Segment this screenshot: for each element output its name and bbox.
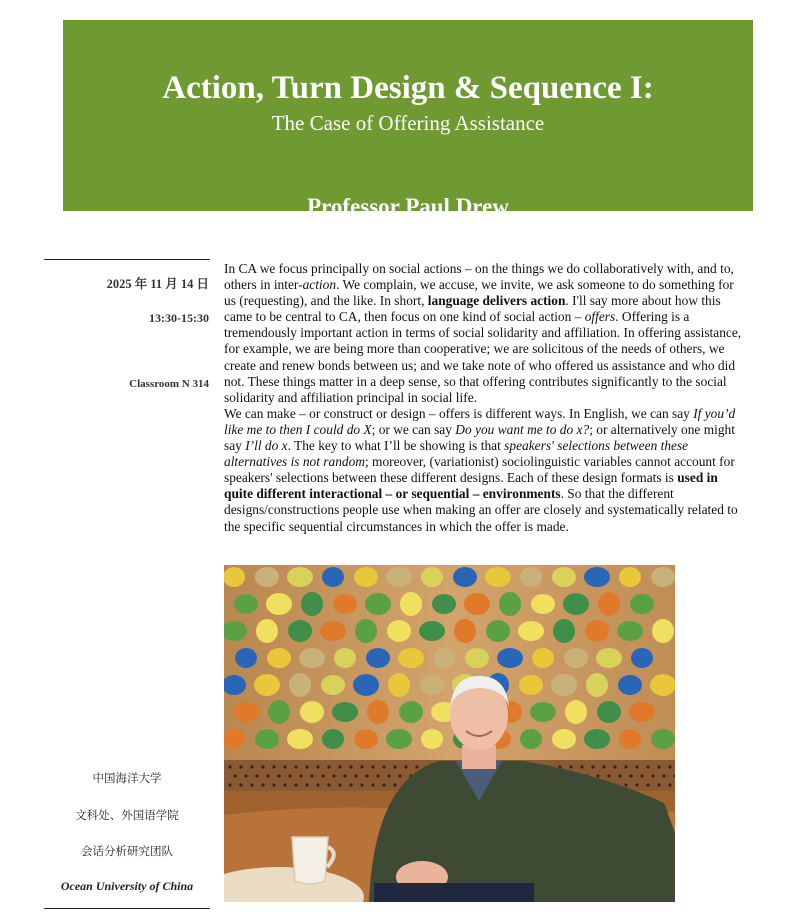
wall-ball	[224, 729, 245, 749]
wall-ball	[465, 648, 489, 668]
wall-ball	[320, 621, 346, 641]
credit-team: 会话分析研究团队	[81, 846, 173, 858]
panel-hole	[657, 783, 660, 786]
title-banner	[63, 20, 753, 219]
panel-hole	[580, 765, 583, 768]
wall-ball	[354, 729, 378, 749]
panel-hole	[613, 765, 616, 768]
panel-hole	[338, 765, 341, 768]
panel-hole	[640, 774, 643, 777]
wall-ball	[585, 620, 609, 642]
panel-hole	[569, 765, 572, 768]
wall-ball	[254, 674, 280, 696]
wall-ball	[464, 593, 490, 615]
panel-hole	[376, 774, 379, 777]
wall-ball	[518, 621, 544, 641]
panel-hole	[316, 783, 319, 786]
panel-hole	[629, 774, 632, 777]
panel-hole	[635, 765, 638, 768]
wall-ball	[289, 673, 311, 697]
panel-hole	[382, 783, 385, 786]
wall-ball	[619, 729, 641, 749]
wall-ball	[486, 620, 510, 642]
wall-ball	[520, 729, 542, 749]
bottom-divider	[44, 908, 210, 909]
abstract-emphasis-bold: language delivers action	[427, 293, 566, 309]
wall-ball	[287, 729, 313, 749]
event-time: 13:30-15:30	[149, 311, 209, 325]
panel-hole	[272, 765, 275, 768]
wall-ball	[531, 594, 555, 614]
wall-ball	[421, 567, 443, 587]
panel-hole	[360, 783, 363, 786]
wall-ball	[433, 648, 455, 668]
panel-hole	[393, 783, 396, 786]
wall-ball	[300, 701, 324, 723]
wall-ball	[454, 619, 476, 643]
wall-ball	[333, 594, 357, 614]
panel-hole	[327, 765, 330, 768]
wall-ball	[367, 700, 389, 724]
panel-hole	[228, 783, 231, 786]
speaker-photo-illustration	[224, 565, 675, 902]
abstract-text: . So that the different designs/constructions people use when making an offer are closely and systematically related to the specific sequential circumstances in which the offer is made.	[224, 486, 738, 534]
wall-ball	[552, 567, 576, 587]
wall-ball	[530, 702, 556, 722]
wall-ball	[366, 648, 390, 668]
wall-ball	[419, 621, 445, 641]
panel-hole	[283, 783, 286, 786]
wall-ball	[619, 567, 641, 587]
panel-hole	[371, 783, 374, 786]
wall-ball	[353, 674, 379, 696]
abstract-text: ; moreover, (variationist) sociolinguistic variables cannot account for speakers' selections between these different designs. Each of these design formats is	[224, 454, 735, 486]
wall-ball	[268, 700, 290, 724]
abstract-text: In CA we focus principally on social actions – on the things we do collaboratively with, and to, others in inter-	[224, 261, 734, 293]
wall-ball	[334, 648, 356, 668]
panel-hole	[310, 774, 313, 777]
abstract-text: . Offering is a tremendously important action in terms of social solidarity and affiliation. In offering assistance, for example, we are being more than cooperative; we are solicitous of the needs of others, we create and renew bonds between us; and we take note of who offered us assistance and who did not. These things matter in a deep sense, so that offering contributes significantly to the social solidarity and affiliation principal in social life.	[224, 309, 742, 405]
wall-ball	[552, 729, 576, 749]
wall-ball	[497, 648, 523, 668]
wall-ball	[485, 567, 511, 587]
abstract-emphasis-italic: offers	[584, 309, 616, 325]
panel-hole	[349, 783, 352, 786]
wall-ball	[386, 567, 412, 587]
wall-ball	[584, 729, 610, 749]
wall-ball	[233, 702, 259, 722]
panel-hole	[404, 765, 407, 768]
wall-ball	[321, 675, 345, 695]
wall-ball	[255, 729, 279, 749]
panel-hole	[398, 774, 401, 777]
wall-ball	[235, 648, 257, 668]
panel-hole	[415, 765, 418, 768]
wall-ball	[584, 567, 610, 587]
wall-ball	[322, 729, 344, 749]
panel-hole	[244, 774, 247, 777]
panel-hole	[607, 774, 610, 777]
wall-ball	[617, 621, 643, 641]
wall-ball	[287, 567, 313, 587]
speaker-name: Professor Paul Drew	[307, 194, 509, 219]
wall-ball	[256, 619, 278, 643]
panel-hole	[651, 774, 654, 777]
wall-ball	[630, 594, 654, 614]
credit-university: 中国海洋大学	[92, 773, 162, 785]
wall-ball	[565, 700, 587, 724]
wall-ball	[618, 675, 642, 695]
abstract-text: . The key to what I’ll be showing is that	[287, 438, 505, 454]
panel-hole	[657, 765, 660, 768]
wall-ball	[332, 702, 358, 722]
wall-ball	[651, 729, 675, 749]
wall-ball	[421, 729, 443, 749]
panel-hole	[387, 774, 390, 777]
panel-hole	[299, 774, 302, 777]
lecture-subtitle: The Case of Offering Assistance	[271, 111, 545, 135]
panel-hole	[305, 783, 308, 786]
event-room: Classroom N 314	[129, 378, 209, 390]
panel-hole	[239, 765, 242, 768]
wall-ball	[365, 593, 391, 615]
wall-ball	[399, 701, 423, 723]
speaker-photo	[224, 565, 675, 902]
wall-ball	[519, 675, 543, 695]
wall-ball	[596, 648, 622, 668]
wall-ball	[288, 620, 312, 642]
panel-hole	[261, 765, 264, 768]
panel-hole	[277, 774, 280, 777]
abstract-emphasis-italic: If you’d like me to then I could do X	[224, 405, 736, 437]
panel-hole	[266, 774, 269, 777]
panel-hole	[668, 783, 671, 786]
wall-ball	[564, 648, 588, 668]
wall-ball	[387, 620, 411, 642]
panel-hole	[371, 765, 374, 768]
wall-ball	[499, 592, 521, 616]
panel-hole	[338, 783, 341, 786]
wall-ball	[388, 673, 410, 697]
abstract	[224, 261, 744, 535]
panel-hole	[393, 765, 396, 768]
abstract-text: ; or alternatively one might say	[224, 421, 735, 454]
wall-ball	[224, 567, 245, 587]
panel-hole	[343, 774, 346, 777]
abstract-paragraph	[224, 406, 744, 535]
panel-hole	[618, 774, 621, 777]
panel-hole	[294, 765, 297, 768]
wall-ball	[629, 702, 655, 722]
abstract-text: . I'll say more about how this came to be central to CA, then focus on one kind of social action –	[224, 293, 721, 325]
wall-ball	[520, 567, 542, 587]
wall-ball	[650, 674, 675, 696]
event-date: 2025 年 11 月 14 日	[106, 277, 209, 291]
lecture-title: Action, Turn Design & Sequence I:	[162, 70, 654, 106]
panel-hole	[354, 774, 357, 777]
wall-ball	[586, 673, 608, 697]
abstract-emphasis-bold: used in quite different interactional – or sequential – environments	[224, 470, 718, 502]
wall-ball	[266, 593, 292, 615]
wall-ball	[301, 592, 323, 616]
panel-hole	[624, 765, 627, 768]
wall-ball	[597, 701, 621, 723]
wall-ball	[532, 648, 554, 668]
panel-hole	[250, 783, 253, 786]
wall-ball	[420, 675, 444, 695]
abstract-emphasis-italic: action	[302, 277, 337, 293]
wall-ball	[652, 619, 674, 643]
panel-hole	[228, 765, 231, 768]
panel-hole	[646, 783, 649, 786]
wall-ball	[432, 594, 456, 614]
wall-ball	[234, 594, 258, 614]
wall-ball	[322, 567, 344, 587]
wall-ball	[355, 619, 377, 643]
panel-hole	[332, 774, 335, 777]
abstract-text: We can make – or construct or design – offers is different ways. In English, we can say	[224, 405, 694, 421]
panel-hole	[635, 783, 638, 786]
wall-ball	[551, 674, 577, 696]
wall-ball	[631, 648, 653, 668]
panel-hole	[349, 765, 352, 768]
panel-hole	[365, 774, 368, 777]
wall-ball	[398, 648, 424, 668]
panel-hole	[602, 765, 605, 768]
panel-hole	[305, 765, 308, 768]
panel-hole	[327, 783, 330, 786]
panel-hole	[360, 765, 363, 768]
panel-hole	[316, 765, 319, 768]
panel-hole	[239, 783, 242, 786]
wall-ball	[651, 567, 675, 587]
panel-hole	[255, 774, 258, 777]
wall-ball	[267, 648, 291, 668]
wall-ball	[598, 592, 620, 616]
panel-hole	[233, 774, 236, 777]
panel-hole	[272, 783, 275, 786]
credit-university-en: Ocean University of China	[60, 879, 194, 893]
wall-ball	[453, 567, 477, 587]
abstract-text: ; or we can say	[371, 421, 456, 437]
abstract-emphasis-italic: I’ll do x	[245, 438, 288, 454]
panel-hole	[382, 765, 385, 768]
panel-hole	[261, 783, 264, 786]
panel-hole	[668, 765, 671, 768]
wall-ball	[553, 619, 575, 643]
wall-ball	[400, 592, 422, 616]
panel-hole	[283, 765, 286, 768]
abstract-paragraph	[224, 261, 744, 406]
panel-hole	[288, 774, 291, 777]
abstract-text: . We complain, we accuse, we invite, we ask someone to do something for us (requesting), and the like. In short,	[224, 277, 734, 309]
trousers	[374, 883, 534, 902]
abstract-emphasis-italic: Do you want me to do x?	[455, 421, 590, 437]
wall-ball	[354, 567, 378, 587]
wall-ball	[255, 567, 279, 587]
coffee-cup	[292, 837, 328, 884]
wall-ball	[299, 648, 325, 668]
panel-hole	[662, 774, 665, 777]
abstract-emphasis-italic: speakers' selections between these alternatives is not random	[224, 438, 689, 470]
panel-hole	[591, 765, 594, 768]
panel-hole	[646, 765, 649, 768]
panel-hole	[250, 765, 253, 768]
wall-ball	[563, 593, 589, 615]
wall-ball	[386, 729, 412, 749]
panel-hole	[596, 774, 599, 777]
panel-hole	[321, 774, 324, 777]
panel-hole	[624, 783, 627, 786]
panel-hole	[294, 783, 297, 786]
credit-school: 文科处、外国语学院	[75, 810, 179, 822]
top-divider	[44, 259, 210, 260]
